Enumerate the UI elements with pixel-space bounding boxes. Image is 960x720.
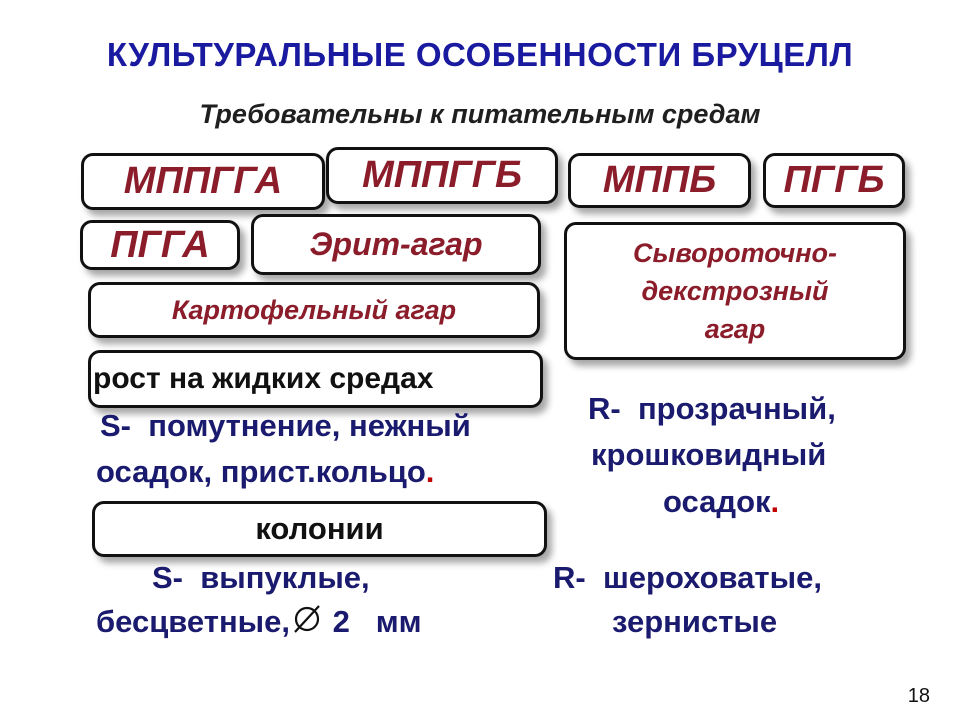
- liquid-s-text-1: помутнение, нежный: [148, 408, 471, 443]
- liquid-s-line-2: [96, 451, 434, 492]
- serum-line-3: агар: [704, 314, 766, 344]
- diameter-icon: [290, 602, 324, 636]
- colonies-s-prefix: S-: [152, 560, 183, 595]
- page-title: КУЛЬТУРАЛЬНЫЕ ОСОБЕННОСТИ БРУЦЕЛЛ: [106, 36, 854, 73]
- colonies-s-size: 2: [332, 604, 350, 639]
- liquid-r-prefix: R-: [588, 391, 621, 426]
- media-mppggb-box: МППГГБ: [326, 147, 558, 204]
- colonies-r-prefix: R-: [553, 560, 586, 595]
- media-serum-dextrose-agar-box: [564, 222, 906, 360]
- colonies-r-line-1: [553, 557, 822, 598]
- media-pggb-box: ПГГБ: [763, 153, 905, 208]
- serum-line-2: декстрозный: [641, 276, 829, 306]
- liquid-growth-heading-box: рост на жидких средах: [88, 350, 543, 408]
- liquid-r-line-1: [588, 388, 836, 429]
- liquid-r-text-3: осадок: [663, 484, 771, 519]
- serum-line-1: Сывороточно-: [632, 238, 837, 268]
- colonies-r-line-2: зернистые: [612, 604, 778, 639]
- colonies-s-text-1: выпуклые,: [200, 560, 370, 595]
- liquid-r-line-3: [663, 481, 779, 522]
- colonies-s-line-2: [96, 601, 422, 642]
- liquid-s-line-1: [100, 405, 471, 446]
- page-subtitle: Требовательны к питательным средам: [199, 99, 761, 129]
- media-mppb-box: МППБ: [568, 153, 751, 208]
- liquid-s-prefix: S-: [100, 408, 131, 443]
- liquid-s-text-2: осадок, прист.кольцо: [96, 454, 426, 489]
- liquid-s-period: .: [425, 454, 435, 489]
- media-mppgga-box: МППГГА: [81, 153, 325, 210]
- liquid-r-period: .: [770, 484, 780, 519]
- page-number: 18: [907, 685, 930, 707]
- colonies-r-text-1: шероховатые,: [602, 560, 822, 595]
- colonies-s-unit: мм: [375, 604, 422, 639]
- colonies-s-line-1: [152, 557, 370, 598]
- liquid-r-text-1: прозрачный,: [637, 391, 836, 426]
- media-pgga-box: ПГГА: [80, 220, 240, 270]
- media-erit-agar-box: Эрит-агар: [251, 214, 541, 275]
- liquid-r-line-2: крошковидный: [591, 437, 827, 472]
- colonies-heading-box: колонии: [92, 501, 547, 557]
- colonies-s-text-2: бесцветные,: [96, 604, 290, 639]
- media-potato-agar-box: Картофельный агар: [88, 282, 540, 338]
